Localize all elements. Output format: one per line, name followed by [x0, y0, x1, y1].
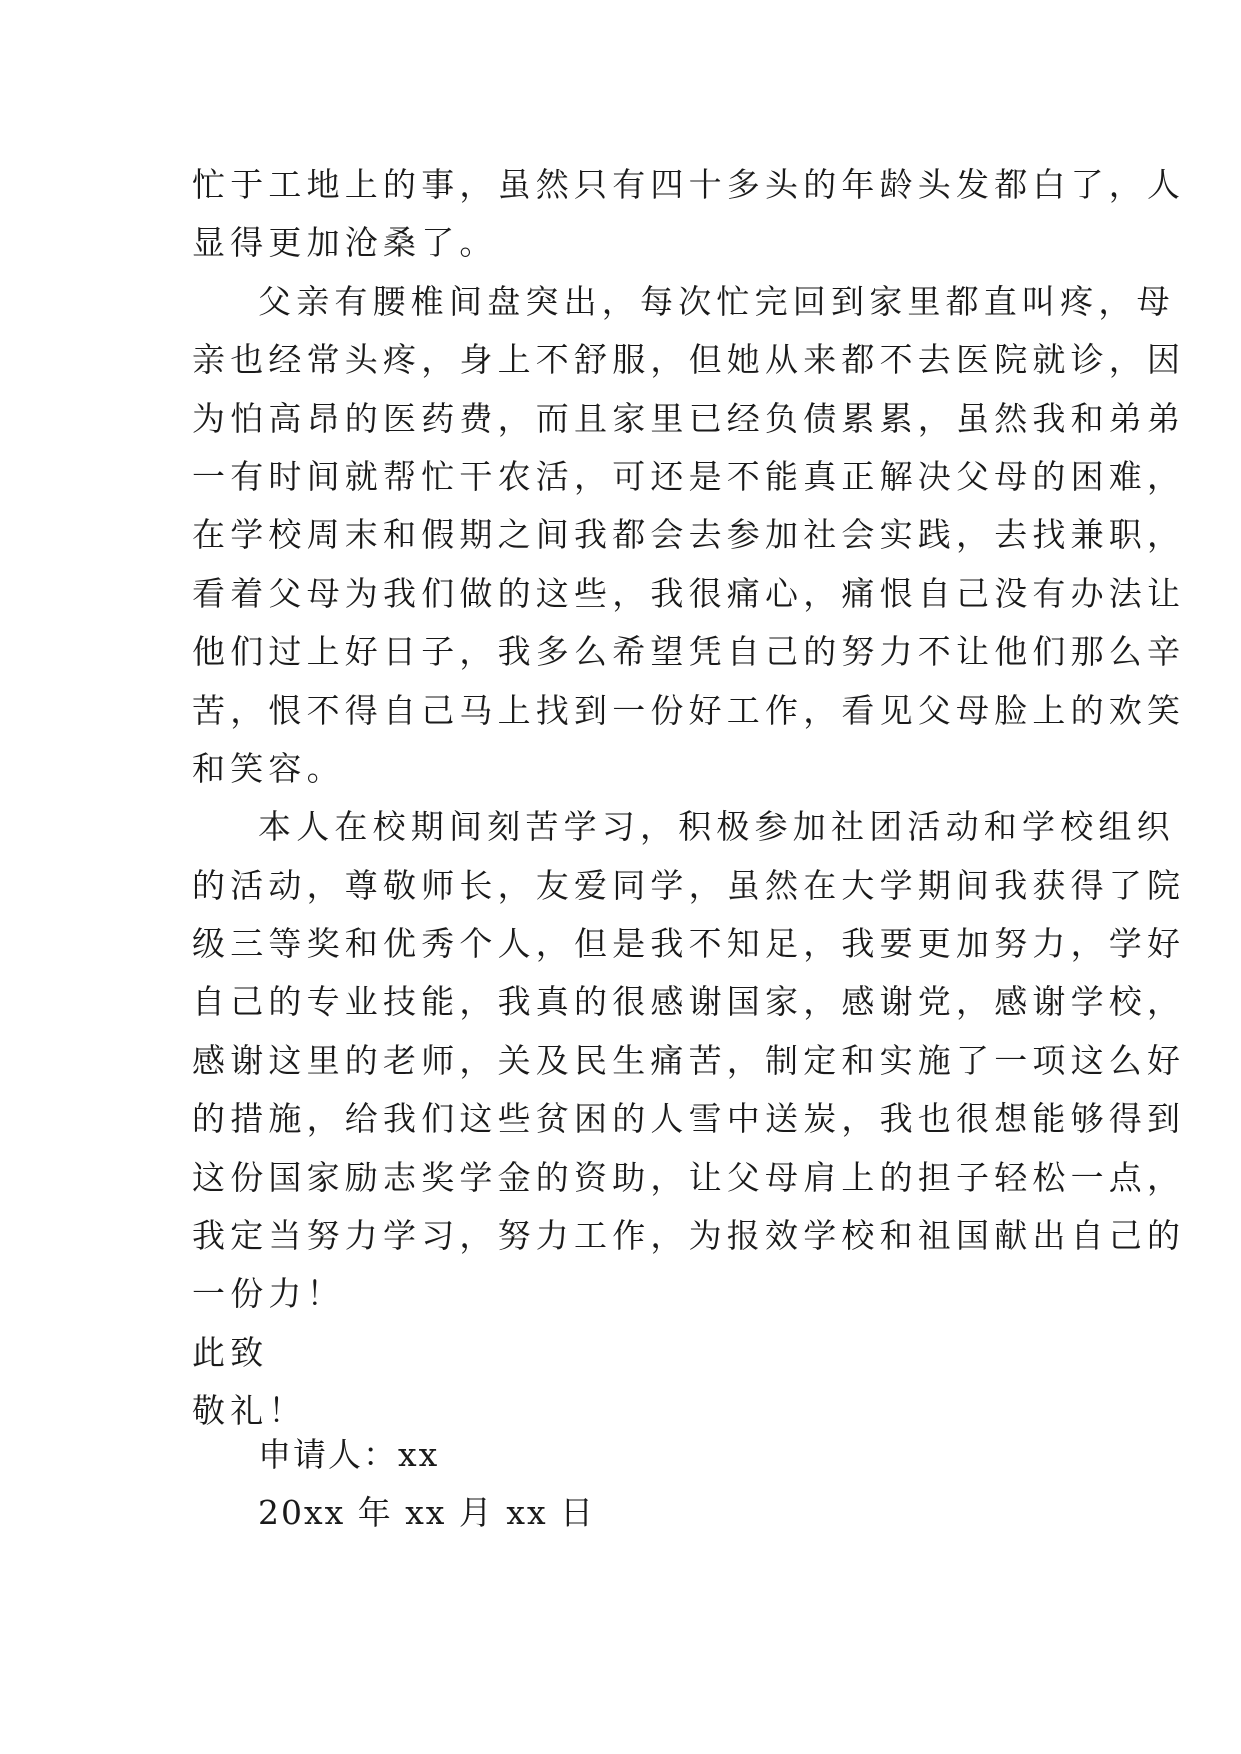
text-line: 显得更加沧桑了。 [192, 223, 498, 263]
application-date: 20xx 年 xx 月 xx 日 [258, 1493, 596, 1532]
closing-salutation: 此致 [192, 1332, 269, 1372]
text-line: 一有时间就帮忙干农活，可还是不能真正解决父母的困难， [192, 456, 1186, 496]
text-line: 在学校周末和假期之间我都会去参加社会实践，去找兼职， [192, 515, 1186, 555]
closing-regards: 敬礼！ [192, 1391, 307, 1431]
text-line: 为怕高昂的医药费，而且家里已经负债累累，虽然我和弟弟 [192, 398, 1186, 438]
text-line: 级三等奖和优秀个人，但是我不知足，我要更加努力，学好 [192, 924, 1186, 964]
text-line: 一份力！ [192, 1274, 345, 1314]
text-line: 自己的专业技能，我真的很感谢国家，感谢党，感谢学校， [192, 982, 1186, 1022]
applicant-name: 申请人：xx [258, 1435, 440, 1474]
text-line: 看着父母为我们做的这些，我很痛心，痛恨自己没有办法让 [192, 573, 1186, 613]
text-line: 和笑容。 [192, 748, 345, 788]
text-line: 他们过上好日子，我多么希望凭自己的努力不让他们那么辛 [192, 632, 1186, 672]
text-line: 这份国家励志奖学金的资助，让父母肩上的担子轻松一点， [192, 1157, 1186, 1197]
text-line: 忙于工地上的事，虽然只有四十多头的年龄头发都白了，人 [192, 165, 1186, 204]
text-line: 的措施，给我们这些贫困的人雪中送炭，我也很想能够得到 [192, 1099, 1186, 1139]
letter-body [192, 156, 1186, 1441]
paragraph-start-line: 本人在校期间刻苦学习，积极参加社团活动和学校组织 [258, 807, 1175, 847]
text-line: 苦，恨不得自己马上找到一份好工作，看见父母脸上的欢笑 [192, 690, 1186, 730]
text-line: 的活动，尊敬师长，友爱同学，虽然在大学期间我获得了院 [192, 865, 1186, 905]
paragraph-start-line: 父亲有腰椎间盘突出，每次忙完回到家里都直叫疼，母 [258, 281, 1175, 321]
signature-block [258, 1426, 595, 1542]
text-line: 感谢这里的老师，关及民生痛苦，制定和实施了一项这么好 [192, 1040, 1186, 1080]
text-line: 我定当努力学习，努力工作，为报效学校和祖国献出自己的 [192, 1216, 1186, 1256]
text-line: 亲也经常头疼，身上不舒服，但她从来都不去医院就诊，因 [192, 340, 1186, 380]
